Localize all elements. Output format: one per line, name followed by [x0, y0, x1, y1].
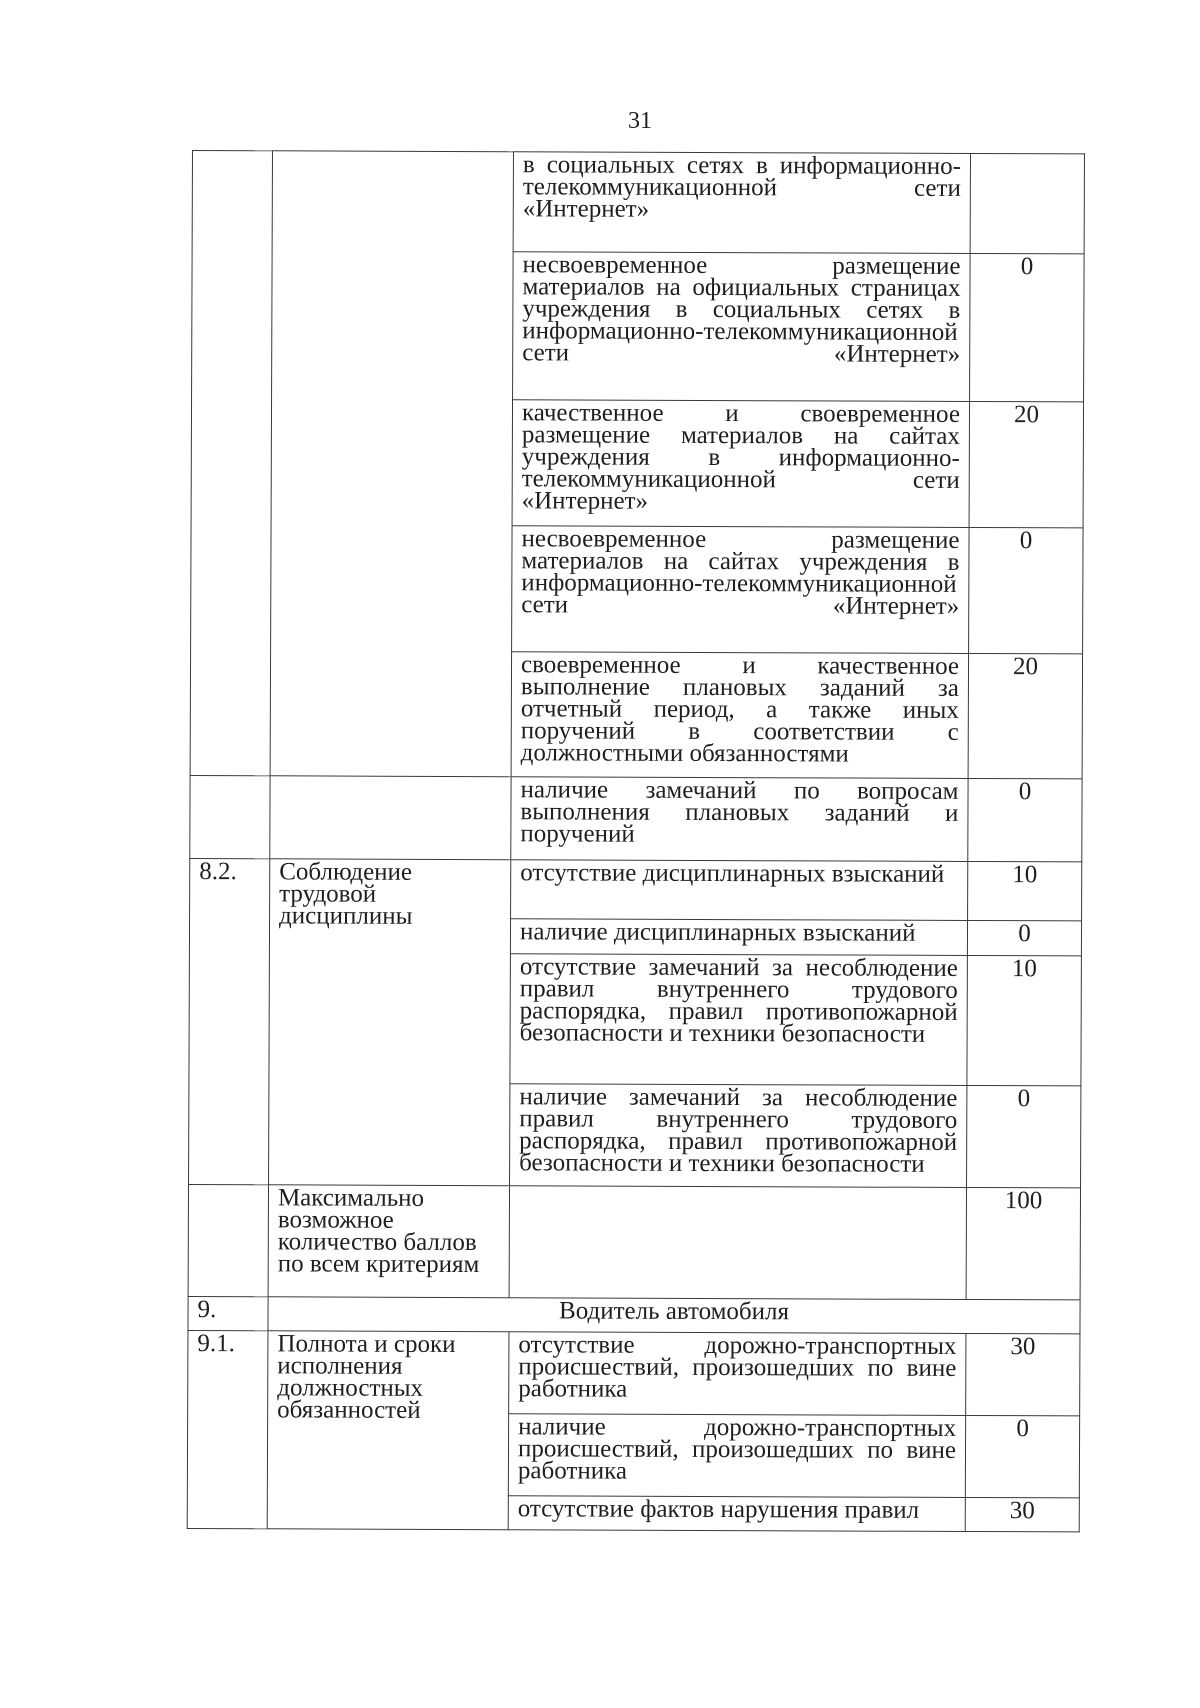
indicator-text: в социальных сетях в информационно-телекоммуникационной сети «Интернет» [513, 152, 970, 254]
score-cell: 0 [970, 253, 1085, 401]
indicator-text: своевременное и качественное выполнение плановых заданий за отчетный период, а также иных поручений в соответствии с должностными обязанностями [511, 652, 968, 779]
indicator-text: наличие замечаний за несоблюдение правил внутреннего трудового распорядка, правил противопожарной безопасности и техники безопасности [510, 1084, 967, 1188]
max-total-score: 100 [966, 1187, 1080, 1299]
score-cell: 10 [968, 861, 1082, 920]
criterion-number: 8.2. [189, 858, 270, 1184]
indicator-text: наличие дисциплинарных взысканий [510, 919, 967, 956]
criterion-name: Полнота и сроки исполнения должностных обязанностей [267, 1331, 509, 1530]
score-cell: 0 [965, 1415, 1079, 1497]
section-number: 9. [188, 1296, 268, 1330]
criterion-number-cell [190, 151, 272, 776]
section-title: Водитель автомобиля [268, 1297, 1080, 1334]
score-cell: 30 [966, 1333, 1080, 1415]
score-cell: 0 [969, 527, 1083, 653]
score-cell: 10 [967, 955, 1081, 1085]
criterion-number-cell [190, 775, 270, 858]
table-row [188, 1184, 1080, 1299]
criterion-name-cell [270, 776, 511, 860]
indicator-text: несвоевременное размещение материалов на сайтах учреждения в информационно-телекоммуникационной сети «Интернет» [512, 526, 969, 654]
indicator-text: отсутствие дорожно-транспортных происшествий, произошедших по вине работника [509, 1332, 966, 1416]
score-cell: 20 [969, 401, 1083, 527]
indicator-text: качественное и своевременное размещение материалов на сайтах учреждения в информационно-телекоммуникационной сети «Интернет» [512, 400, 969, 528]
indicator-text: отсутствие дисциплинарных взысканий [511, 860, 968, 921]
indicator-text: отсутствие фактов нарушения правил [508, 1496, 965, 1532]
criterion-name-cell [270, 151, 513, 777]
table-row [192, 151, 1084, 254]
criterion-name: Соблюдение трудовой дисциплины [269, 859, 511, 1186]
score-cell: 30 [965, 1497, 1079, 1531]
criterion-number: 9.1. [187, 1330, 268, 1528]
score-cell: 0 [967, 920, 1081, 955]
table-row [188, 1330, 1080, 1415]
criterion-number-cell [188, 1184, 268, 1296]
indicator-text: несвоевременное размещение материалов на официальных страницах учреждения в социальных сетях в информационно-телекоммуникационной сети «Интернет» [513, 252, 971, 402]
indicator-text: наличие замечаний по вопросам выполнения плановых заданий и поручений [511, 777, 968, 862]
table-row [190, 775, 1082, 861]
indicator-text [509, 1186, 966, 1300]
score-cell: 20 [968, 653, 1082, 778]
table-row [190, 858, 1082, 920]
indicator-text: отсутствие замечаний за несоблюдение правил внутреннего трудового распорядка, правил противопожарной безопасности и техники безопасности [510, 954, 967, 1086]
criteria-table [187, 150, 1085, 1532]
score-cell: 0 [968, 778, 1082, 861]
score-cell: 0 [967, 1085, 1081, 1187]
score-cell [970, 153, 1084, 253]
page-number: 31 [628, 108, 652, 134]
table-row [188, 1296, 1080, 1333]
max-total-label: Максимально возможное количество баллов по всем критериям [268, 1185, 509, 1298]
indicator-text: наличие дорожно-транспортных происшествий, произошедших по вине работника [508, 1414, 965, 1498]
